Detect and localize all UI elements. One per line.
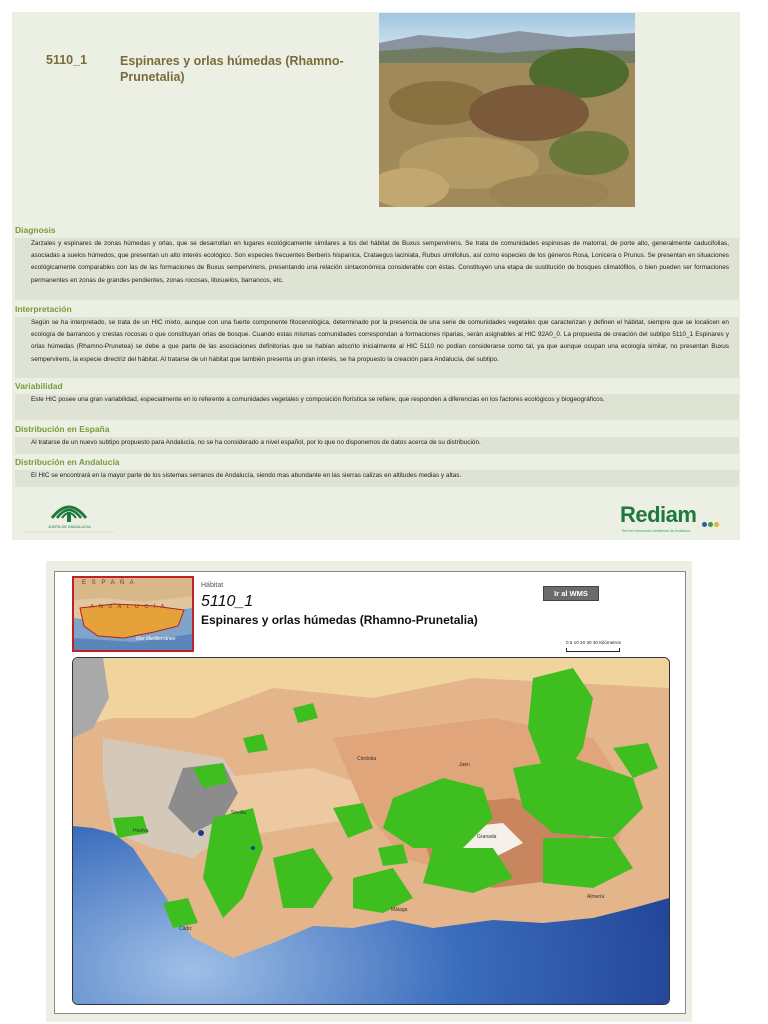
junta-logo-text: JUNTA DE ANDALUCIA [48,524,91,529]
scale-label: 0 5 10 20 30 40 Kilómetros [566,640,621,645]
rediam-logo-text: Rediam [620,502,697,527]
map-habitat-name: Espinares y orlas húmedas (Rhamno-Prunetalia) [201,613,478,627]
inset-label-sea: Mar Mediterráneo [136,636,176,642]
section-heading-diagnosis: Diagnosis [15,225,56,235]
rediam-logo [620,502,730,538]
junta-logo [24,496,114,536]
city-jaen: Jaén [459,762,470,768]
section-body-diagnosis: Zarzales y espinares de zonas húmedas y orlas, que se desarrollan en lugares ecológicamente similares a los del hábitat de Buxus sempervirens. Se trata de comunidades espinosas de matorral, de porte alto, generalmente caducifolias, asociadas a suelos húmedos, que presentan un alto interés ecológico. Son especies frecuentes Berberis hispanica, Crataegus laciniata, Rubus ulmifolius, así como especies de los géneros Rosa, Lonicera o Prunus. Se presentan en situaciones ecológicamente comparables con las de las formaciones de Buxus sempervirens, presentando una relación sintaxonómica considerable con éstas. Constituyen una etapa de sustitución de bosques climatófilos, o bien pueden ser formaciones permanentes en zonas de grandes pendientes, zonas rocosas, litosuelos, barrancos, etc. [15,238,739,300]
section-body-distribucion-espana: Al tratarse de un nuevo subtipo propuesto para Andalucía, no se ha considerado a nivel español, por lo que no disponemos de datos acerca de su distribución. [15,437,739,454]
city-almeria: Almería [587,894,605,900]
scale-bar-line [566,648,620,652]
city-granada: Granada [477,834,497,840]
rediam-dots-icon [702,514,720,532]
habitat-title: Espinares y orlas húmedas (Rhamno-Prunetalia) [120,54,344,84]
section-heading-variabilidad: Variabilidad [15,381,63,391]
city-sevilla: Sevilla [231,810,246,816]
habitat-label: Hábitat [201,582,224,589]
section-heading-distribucion-espana: Distribución en España [15,424,110,434]
inset-label-spain: E S P A Ñ A [82,580,136,586]
scale-bar [566,640,646,654]
map-habitat-code: 5110_1 [201,593,254,610]
inset-label-andalucia: A N D A L U C Í A [90,604,167,610]
section-body-variabilidad: Este HIC posee una gran variabilidad, especialmente en lo referente a comunidades vegetales y composición florística se refiere, que responden a diferencias en los factores ecológicos y biogeográficos. [15,394,739,420]
city-huelva: Huelva [133,828,149,834]
locator-inset-map [72,576,194,652]
section-heading-interpretacion: Interpretación [15,304,72,314]
section-body-interpretacion: Según se ha interpretado, se trata de un HIC mixto, aunque con una fuerte componente fitocenológica, determinado por la presencia de una serie de comunidades vegetales que caracterizan y definen el hábitat, siempre que se localicen en ecología de barrancos y crestas rocosas o que constituyan orlas de bosque. Cuando estas mismas comunidades correspondan a formaciones riparias, serán asignables al HIC 92A0_0. La propuesta de creación del subtipo 5110_1 Espinares y orlas húmedas (Rhamno-Prunetea) se debe a que parte de las asociaciones definitorias que se habían adscrito inicialmente al HIC 5110 no podían considerarse como tal, ya que aunque ocupan una ecología similar, no presentan Buxus sempervirens, la especie directriz del hábitat. Al tratarse de un hábitat que también presenta un gran interés, se ha propuesto la creación para Andalucía, del subtipo. [15,317,739,378]
distribution-map [72,657,670,1005]
habitat-code: 5110_1 [46,53,88,67]
habitat-photo [379,13,635,207]
city-cadiz: Cádiz [179,926,192,932]
section-body-distribucion-andalucia: El HIC se encontrará en la mayor parte de los sistemas serranos de Andalucía, siendo mas abundante en las sierras calizas en altitudes medias y altas. [15,470,739,487]
wms-button[interactable]: Ir al WMS [543,586,599,601]
section-heading-distribucion-andalucia: Distribución en Andalucía [15,457,120,467]
city-malaga: Málaga [391,907,408,913]
city-cordoba: Córdoba [357,756,377,762]
rediam-subtitle: Red de Información Ambiental de Andalucía [622,529,691,533]
